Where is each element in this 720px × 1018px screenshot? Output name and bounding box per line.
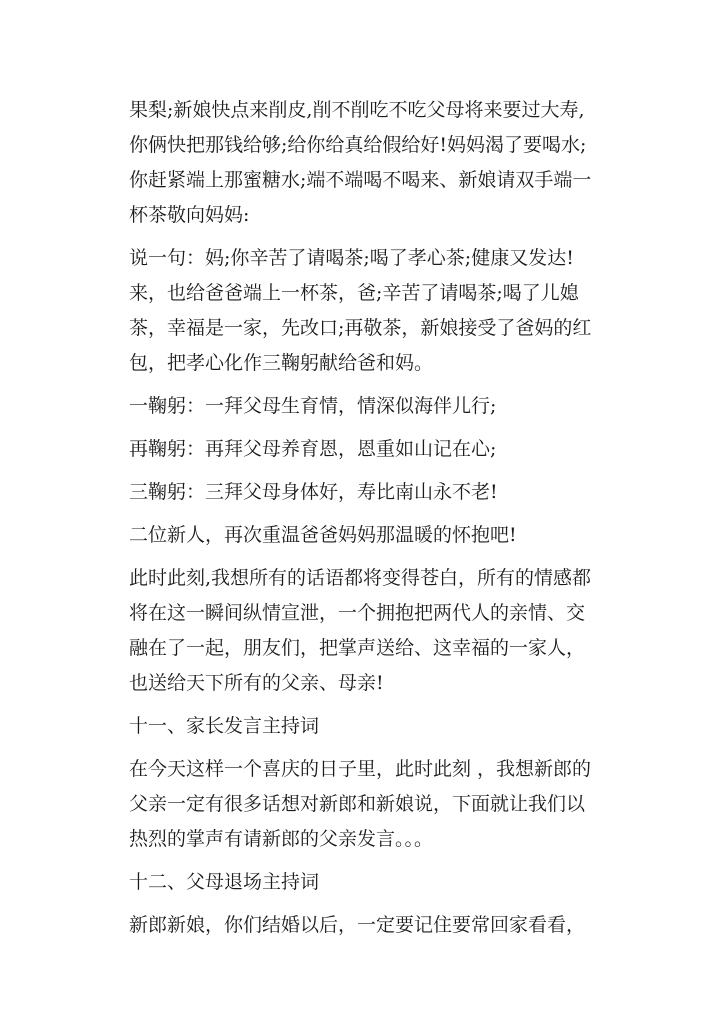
text-line: 三鞠躬：三拜父母身体好，寿比南山永不老!	[129, 481, 498, 503]
text-line: 在今天这样一个喜庆的日子里，此时此刻 ，我想新郎的	[129, 758, 592, 780]
text-line: 也送给天下所有的父亲、母亲!	[129, 672, 384, 694]
text-line: 再鞠躬：再拜父母养育恩，恩重如山记在心;	[129, 438, 497, 460]
text-line: 父亲一定有很多话想对新郎和新娘说，下面就让我们以	[129, 793, 586, 815]
text-line: 此时此刻,我想所有的话语都将变得苍白，所有的情感都	[129, 567, 592, 589]
text-line: 包，把孝心化作三鞠躬献给爸和妈。	[129, 352, 434, 374]
text-line: 你俩快把那钱给够;给你给真给假给好!妈妈渴了要喝水;	[129, 134, 587, 156]
body-text	[129, 97, 604, 939]
text-line: 来，也给爸爸端上一杯茶，爸;辛苦了请喝茶;喝了儿媳	[129, 282, 579, 304]
text-line: 茶，幸福是一家，先改口;再敬茶，新娘接受了爸妈的红	[129, 317, 592, 339]
text-line: 你赶紧端上那蜜糖水;端不端喝不喝来、新娘请双手端一	[129, 169, 592, 191]
text-line: 二位新人，再次重温爸爸妈妈那温暖的怀抱吧!	[129, 524, 517, 546]
section-heading: 十一、家长发言主持词	[129, 715, 320, 737]
text-line: 新郎新娘，你们结婚以后，一定要记住要常回家看看，	[129, 914, 586, 936]
text-line: 将在这一瞬间纵情宣泄，一个拥抱把两代人的亲情、交	[129, 602, 586, 624]
text-line: 一鞠躬：一拜父母生育情，情深似海伴儿行;	[129, 395, 497, 417]
section-heading: 十二、父母退场主持词	[129, 871, 320, 893]
text-line: 杯茶敬向妈妈:	[129, 204, 250, 226]
text-line: 果梨;新娘快点来削皮,削不削吃不吃父母将来要过大寿,	[129, 99, 585, 121]
text-line: 融在了一起，朋友们，把掌声送给、这幸福的一家人，	[129, 637, 586, 659]
text-line: 说一句：妈;你辛苦了请喝茶;喝了孝心茶;健康又发达!	[129, 247, 574, 269]
text-line: 热烈的掌声有请新郎的父亲发言。。。	[129, 828, 434, 850]
